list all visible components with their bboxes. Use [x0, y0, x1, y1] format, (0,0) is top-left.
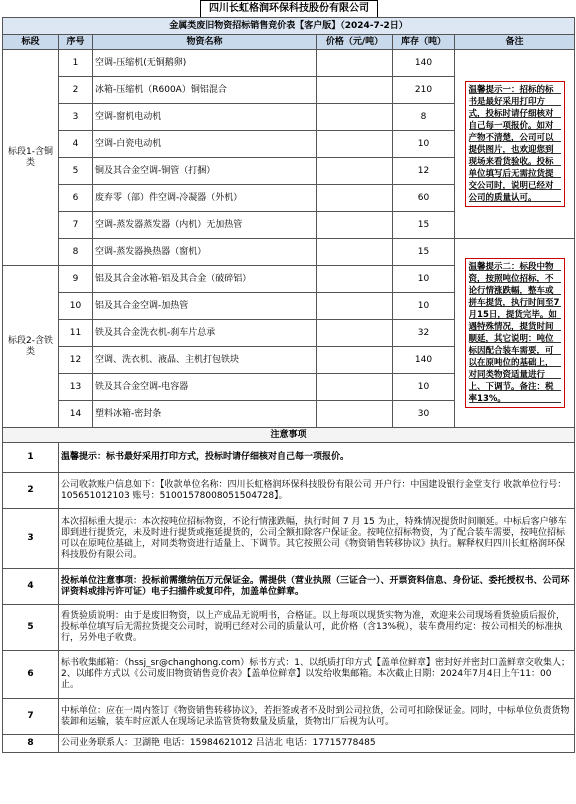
item-no: 3: [59, 104, 93, 131]
item-no: 1: [59, 50, 93, 77]
bid-table: [2, 17, 575, 753]
note-row: [3, 735, 575, 753]
item-no: 5: [59, 158, 93, 185]
header-remark: 备注: [455, 35, 575, 50]
header-lot: 标段: [3, 35, 59, 50]
note-text: 公司业务联系人：卫湖艳 电话：15984621012 吕洁北 电话：17715778485: [59, 735, 575, 753]
item-stock: 15: [393, 239, 455, 266]
item-name: 铝及其合金冰箱-铝及其合金（破碎铝）: [93, 266, 317, 293]
note-row: [3, 569, 575, 605]
table-row: [3, 239, 575, 266]
note-text: 公司收款账户信息如下：【收款单位名称：四川长虹格润环保科技股份有限公司 开户行：中国建设银行金堂支行 收款单位行号：105651012103 账号：51001578008051504728】。: [59, 473, 575, 509]
price-input[interactable]: [317, 158, 393, 185]
lot2-remark-cell: [455, 239, 575, 428]
item-name: 空调-蒸发器换热器（窗机）: [93, 239, 317, 266]
item-stock: 140: [393, 347, 455, 374]
item-no: 4: [59, 131, 93, 158]
header-name: 物资名称: [93, 35, 317, 50]
price-input[interactable]: [317, 50, 393, 77]
company-name: 四川长虹格润环保科技股份有限公司: [200, 0, 378, 18]
item-no: 14: [59, 401, 93, 428]
header-stock: 库存（吨）: [393, 35, 455, 50]
price-input[interactable]: [317, 374, 393, 401]
item-name: 空调-蒸发器蒸发器（内机）无加热管: [93, 212, 317, 239]
item-stock: 10: [393, 293, 455, 320]
item-stock: 140: [393, 50, 455, 77]
price-input[interactable]: [317, 212, 393, 239]
note-text: 投标单位注意事项：投标前需缴纳伍万元保证金。需提供（营业执照（三证合一）、开票资料信息、身份证、委托授权书、公司环评资料或排污许可证）电子扫描件或复印件，加盖单位鲜章。: [59, 569, 575, 605]
item-name: 铝及其合金空调-加热管: [93, 293, 317, 320]
item-stock: 15: [393, 212, 455, 239]
note-text: 温馨提示：标书最好采用打印方式，投标时请仔细核对自己每一项报价。: [59, 443, 575, 473]
item-no: 7: [59, 212, 93, 239]
notes-title: 注意事项: [3, 428, 575, 443]
note-row: [3, 605, 575, 651]
price-input[interactable]: [317, 131, 393, 158]
item-no: 10: [59, 293, 93, 320]
note-row: [3, 699, 575, 735]
note-row: [3, 443, 575, 473]
item-stock: 10: [393, 131, 455, 158]
item-no: 8: [59, 239, 93, 266]
note-number: 1: [3, 443, 59, 473]
note-text: 本次招标重大提示：本次按吨位招标物资，不论行情涨跌幅，执行时间 7 月 15 为止，特殊情况提货时间顺延。中标后客户够车即到进行提货完，未及时进行提货或拖延提货的，公司全额扣除客户保证金。按吨位招标物资，为了配合装车需要，按吨位招标可以在原吨位基础上，对同类物资进行适量上、下调节。其它按照公司《物资销售转移协议》执行。解释权归四川长虹格润环保科技股份有限公司。: [59, 509, 575, 569]
note-number: 8: [3, 735, 59, 753]
item-no: 12: [59, 347, 93, 374]
lot1-remark-cell: [455, 50, 575, 239]
table-row: [3, 50, 575, 77]
item-stock: 10: [393, 374, 455, 401]
item-name: 铁及其合金空调-电容器: [93, 374, 317, 401]
note-row: [3, 509, 575, 569]
lot2-remark: 温馨提示二：标段中物资，按照吨位招标，不论行情涨跌幅，整车或拼车提货，执行时间至7月15日，提货完毕。如遇特殊情况，提货时间顺延，其它说明：吨位标因配合装车需要，可以在原吨位的基础上，对同类物资适量进行上、下调节。备注：税率13%。: [465, 258, 565, 408]
note-number: 5: [3, 605, 59, 651]
item-no: 9: [59, 266, 93, 293]
item-name: 铜及其合金空调-铜管（打捆）: [93, 158, 317, 185]
item-stock: 32: [393, 320, 455, 347]
note-number: 2: [3, 473, 59, 509]
table-title: 金属类废旧物资招标销售竞价表【客户版】（2024-7-2日）: [3, 18, 575, 35]
note-number: 7: [3, 699, 59, 735]
item-stock: 8: [393, 104, 455, 131]
item-stock: 30: [393, 401, 455, 428]
item-name: 空调-白瓷电动机: [93, 131, 317, 158]
note-row: [3, 651, 575, 699]
price-input[interactable]: [317, 104, 393, 131]
item-stock: 60: [393, 185, 455, 212]
item-name: 空调-窗机电动机: [93, 104, 317, 131]
note-number: 6: [3, 651, 59, 699]
lot2-label: 标段2-含铁类: [3, 266, 59, 428]
note-text: 标书收集邮箱：（hssj_sr@changhong.com）标书方式：1、以纸质打印方式【盖单位鲜章】密封好并密封口盖鲜章交收集人；2、以邮件方式以《公司废旧物资销售竞价表》【盖单位鲜章】以发给收集邮箱。本次截止日期：2024年7月4日上午11：00 止。: [59, 651, 575, 699]
header-price: 价格（元/吨）: [317, 35, 393, 50]
header-row: [3, 35, 575, 50]
price-input[interactable]: [317, 347, 393, 374]
price-input[interactable]: [317, 320, 393, 347]
item-no: 6: [59, 185, 93, 212]
item-no: 2: [59, 77, 93, 104]
item-name: 废弃零（部）件空调-冷凝器（外机）: [93, 185, 317, 212]
note-number: 3: [3, 509, 59, 569]
note-text: 看货验质说明：由于是废旧物资，以上产成品无说明书，合格证。以上每项以现货实物为准，欢迎来公司现场看货验质后报价，投标单位填写后无需拉货提交公司时，说明已经对公司的质量认可，此价格（含13%税），装车费用约定：按公司相关的标准执行，另外电子收费。: [59, 605, 575, 651]
price-input[interactable]: [317, 185, 393, 212]
item-name: 铁及其合金洗衣机-刹车片总承: [93, 320, 317, 347]
price-input[interactable]: [317, 77, 393, 104]
price-input[interactable]: [317, 401, 393, 428]
item-no: 13: [59, 374, 93, 401]
item-name: 空调-压缩机(无铜鹅卵): [93, 50, 317, 77]
note-number: 4: [3, 569, 59, 605]
item-name: 空调、洗衣机、液晶、主机打包铁块: [93, 347, 317, 374]
note-text: 中标单位：应在一周内签订《物资销售转移协议》，若拒签或者不及时到公司拉货，公司可扣除保证金。同时，中标单位负责货物装卸和运输，装车时应派人在现场记录监管货物数量及质量，货物出厂后视为认可。: [59, 699, 575, 735]
lot1-remark: 温馨提示一：招标的标书是最好采用打印方式，投标时请仔细核对自己每一项报价。如对产物不清楚，公司可以提供图片，也欢迎您到现场来看货验收。投标单位填写后无需拉货提交公司时，说明已经对公司的质量认可。: [465, 81, 565, 207]
lot1-label: 标段1-含铜类: [3, 50, 59, 266]
price-input[interactable]: [317, 266, 393, 293]
header-no: 序号: [59, 35, 93, 50]
item-name: 塑料冰箱-密封条: [93, 401, 317, 428]
price-input[interactable]: [317, 293, 393, 320]
item-stock: 12: [393, 158, 455, 185]
note-row: [3, 473, 575, 509]
price-input[interactable]: [317, 239, 393, 266]
item-stock: 10: [393, 266, 455, 293]
item-stock: 210: [393, 77, 455, 104]
item-name: 冰箱-压缩机（R600A）铜铝混合: [93, 77, 317, 104]
item-no: 11: [59, 320, 93, 347]
